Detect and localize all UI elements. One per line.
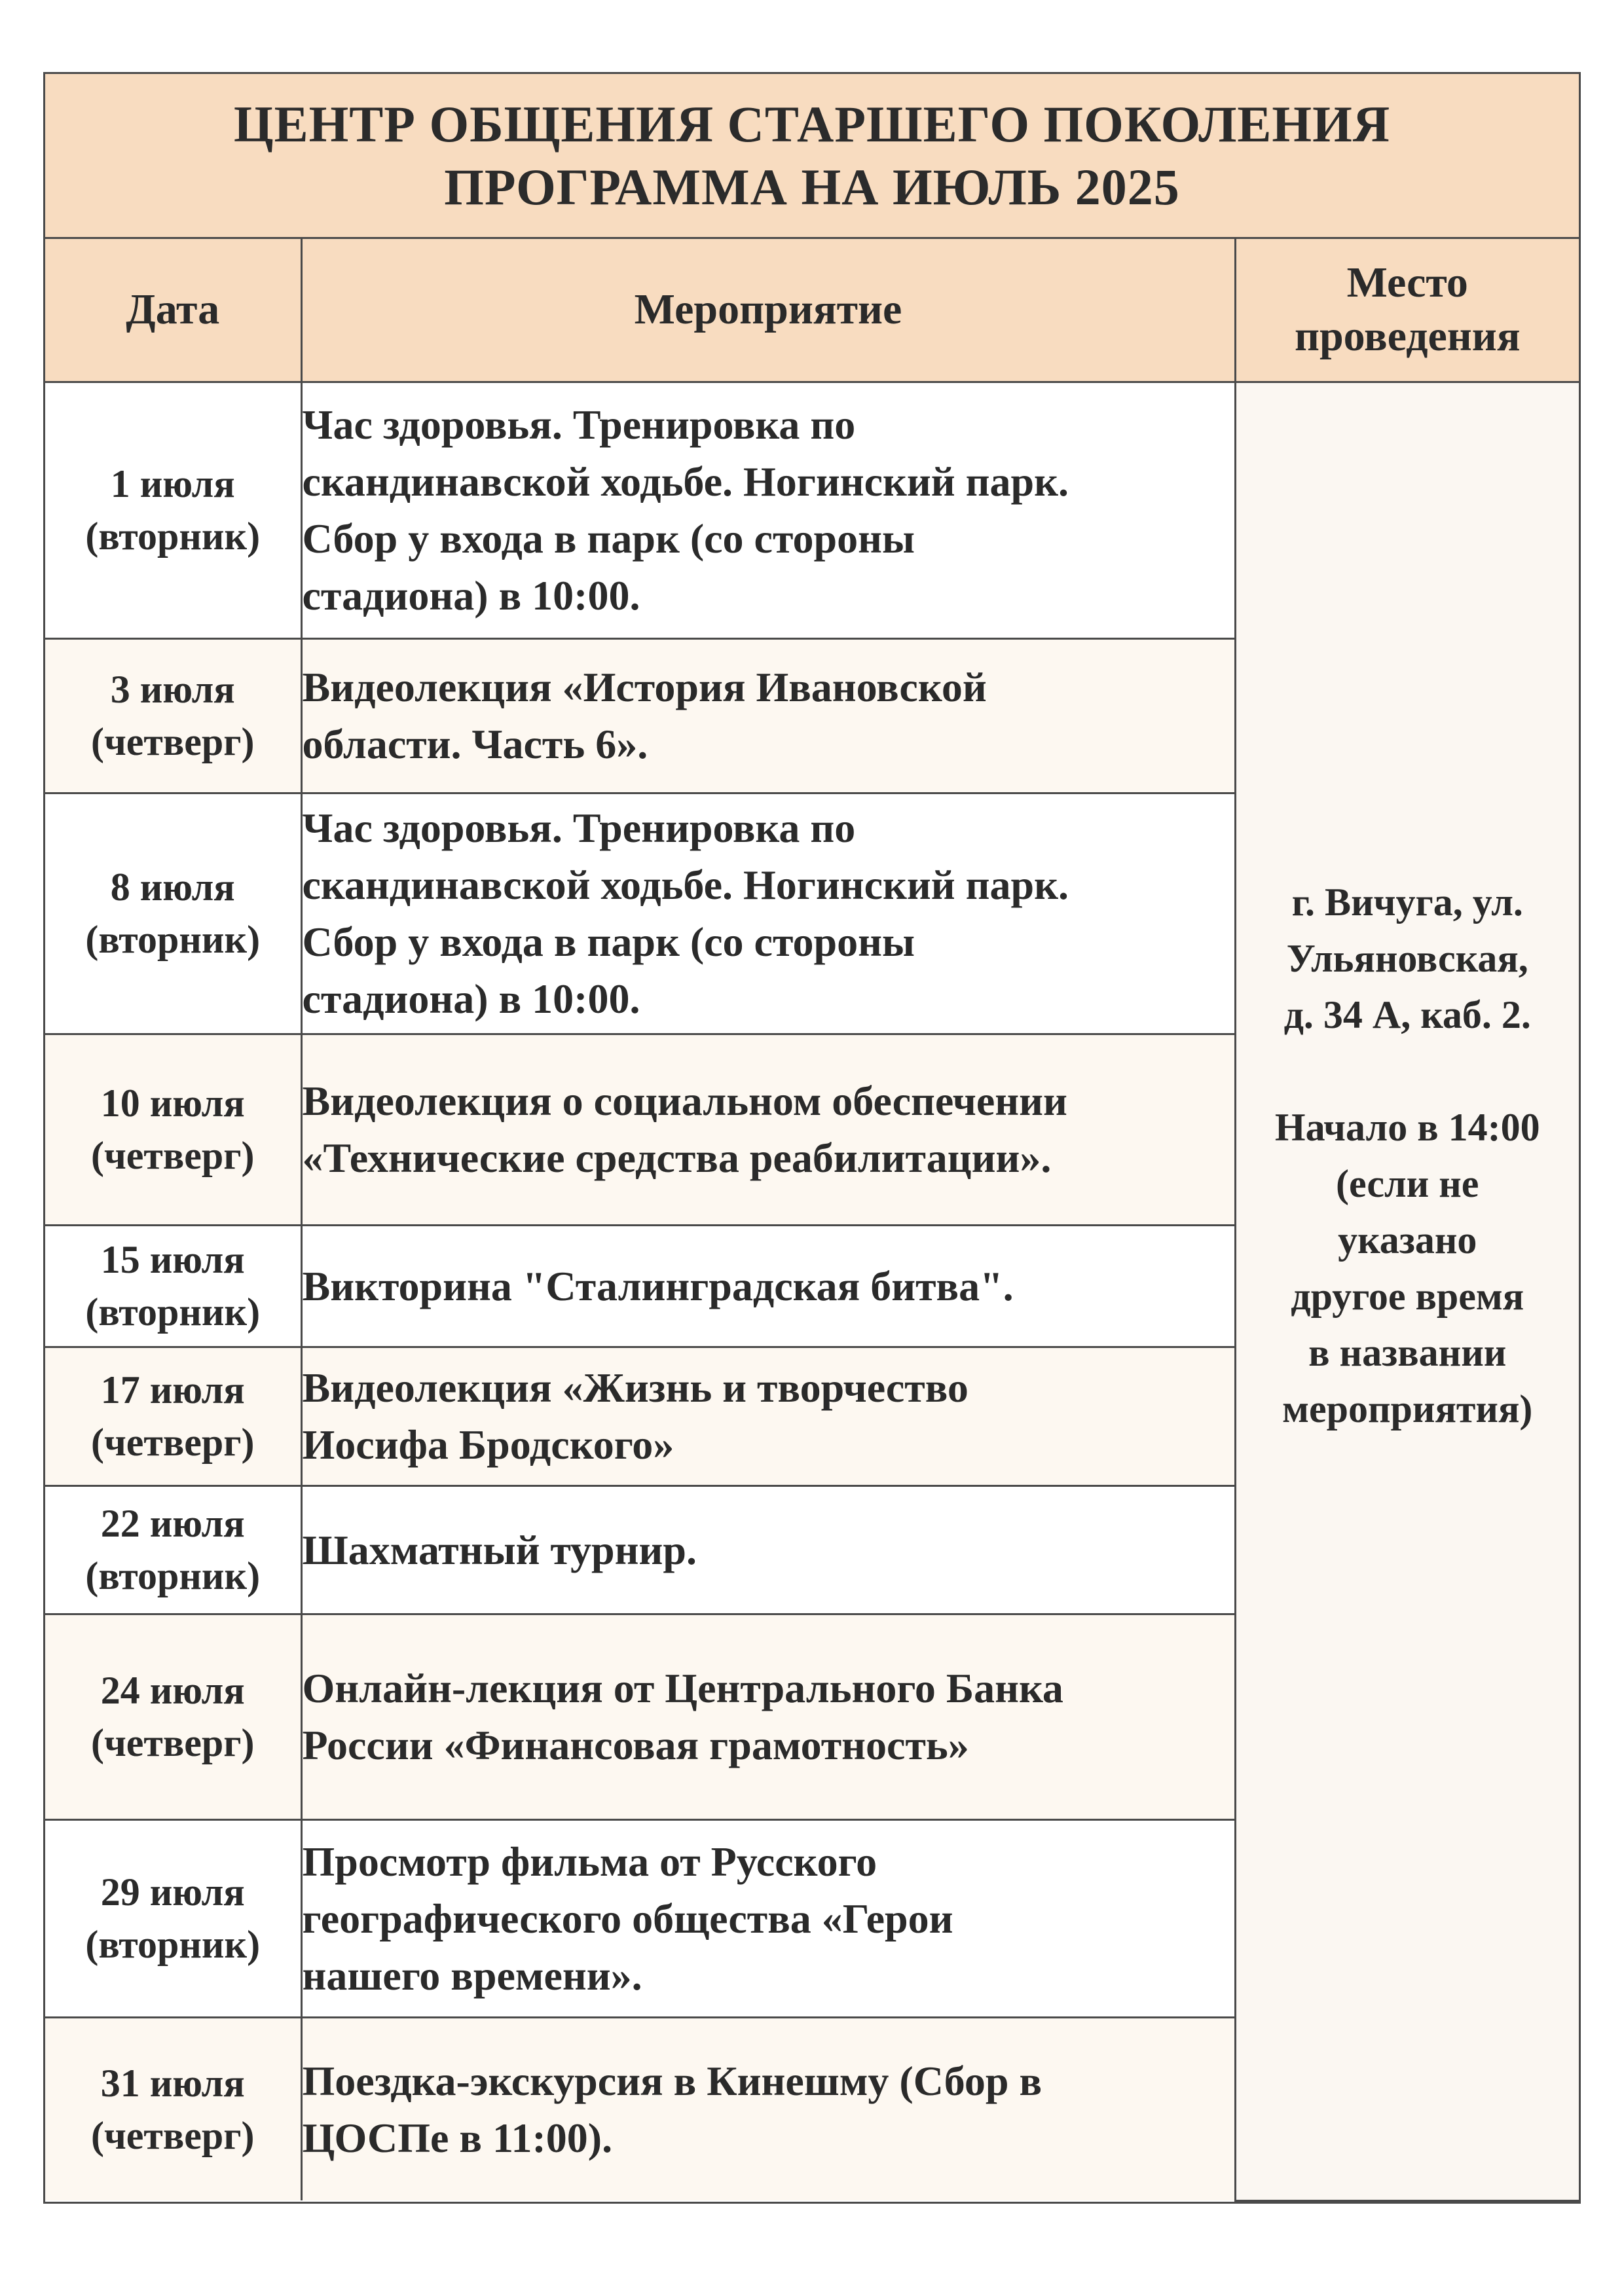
event-line: Сбор у входа в парк (со стороны xyxy=(302,515,915,562)
date-weekday: (четверг) xyxy=(90,1421,255,1464)
schedule-table xyxy=(45,239,1579,2202)
event-cell xyxy=(301,1485,1235,1614)
event-cell xyxy=(301,638,1235,793)
place-note-line: в названии xyxy=(1308,1330,1507,1374)
event-line: Иосифа Бродского» xyxy=(302,1421,674,1468)
event-line: Викторина "Сталинградская битва". xyxy=(302,1262,1014,1309)
header-date: Дата xyxy=(45,239,301,382)
place-address-line: г. Вичуга, ул. xyxy=(1291,880,1523,924)
event-line: стадиона) в 10:00. xyxy=(302,572,640,619)
date-cell xyxy=(45,1347,301,1485)
place-address-line: Ульяновская, xyxy=(1286,936,1528,980)
date-weekday: (четверг) xyxy=(90,2113,255,2157)
table-row xyxy=(45,382,1579,638)
event-line: Поездка-экскурсия в Кинешму (Сбор в xyxy=(302,2057,1043,2104)
date-weekday: (четверг) xyxy=(90,720,255,763)
title-line-2: ПРОГРАММА НА ИЮЛЬ 2025 xyxy=(444,158,1180,215)
date-cell xyxy=(45,2017,301,2200)
event-line: ЦОСПе в 11:00). xyxy=(302,2114,613,2161)
place-note-line: (если не xyxy=(1336,1161,1479,1205)
date-day: 22 июля xyxy=(100,1502,245,1545)
date-weekday: (вторник) xyxy=(85,1923,261,1966)
date-day: 3 июля xyxy=(110,668,235,711)
event-line: «Технические средства реабилитации». xyxy=(302,1135,1052,1181)
date-cell xyxy=(45,638,301,793)
event-line: Час здоровья. Тренировка по xyxy=(302,805,856,851)
date-day: 8 июля xyxy=(110,866,235,909)
event-cell xyxy=(301,1819,1235,2017)
place-note-line: другое время xyxy=(1291,1274,1524,1318)
date-day: 10 июля xyxy=(100,1082,245,1125)
date-cell xyxy=(45,1614,301,1819)
event-line: Видеолекция о социальном обеспечении xyxy=(302,1078,1067,1124)
date-weekday: (вторник) xyxy=(85,1554,261,1597)
event-line: скандинавской ходьбе. Ногинский парк. xyxy=(302,862,1069,908)
date-cell xyxy=(45,1485,301,1614)
date-day: 31 июля xyxy=(100,2061,245,2105)
event-cell xyxy=(301,793,1235,1034)
schedule-sheet xyxy=(43,72,1581,2204)
date-day: 1 июля xyxy=(110,462,235,505)
place-note-line: мероприятия) xyxy=(1282,1387,1533,1430)
event-line: стадиона) в 10:00. xyxy=(302,975,640,1022)
event-line: Видеолекция «Жизнь и творчество xyxy=(302,1364,969,1411)
header-place xyxy=(1235,239,1579,382)
event-cell xyxy=(301,1614,1235,1819)
event-line: Час здоровья. Тренировка по xyxy=(302,401,856,448)
date-weekday: (вторник) xyxy=(85,1290,261,1334)
event-line: Сбор у входа в парк (со стороны xyxy=(302,919,915,965)
date-cell xyxy=(45,1225,301,1347)
place-address-line: д. 34 А, каб. 2. xyxy=(1283,993,1531,1036)
event-line: скандинавской ходьбе. Ногинский парк. xyxy=(302,458,1069,505)
date-cell xyxy=(45,793,301,1034)
header-place-line-1: Место xyxy=(1346,259,1468,307)
title-banner xyxy=(45,74,1579,239)
event-line: области. Часть 6». xyxy=(302,721,648,767)
header-row xyxy=(45,239,1579,382)
event-cell xyxy=(301,382,1235,638)
place-cell xyxy=(1235,382,1579,2200)
event-line: Просмотр фильма от Русского xyxy=(302,1838,877,1885)
date-day: 15 июля xyxy=(100,1238,245,1281)
title-line-1: ЦЕНТР ОБЩЕНИЯ СТАРШЕГО ПОКОЛЕНИЯ xyxy=(233,95,1391,153)
header-place-line-2: проведения xyxy=(1294,312,1521,361)
event-line: Онлайн-лекция от Центрального Банка xyxy=(302,1665,1063,1711)
event-line: географического общества «Герои xyxy=(302,1895,953,1942)
date-weekday: (четверг) xyxy=(90,1134,255,1177)
event-cell xyxy=(301,1034,1235,1225)
header-event: Мероприятие xyxy=(301,239,1235,382)
date-day: 24 июля xyxy=(100,1669,245,1712)
event-cell xyxy=(301,1347,1235,1485)
event-line: Видеолекция «История Ивановской xyxy=(302,664,987,710)
event-cell xyxy=(301,2017,1235,2200)
date-day: 17 июля xyxy=(100,1368,245,1412)
date-weekday: (вторник) xyxy=(85,918,261,961)
event-line: нашего времени». xyxy=(302,1952,642,1999)
date-weekday: (вторник) xyxy=(85,515,261,558)
date-cell xyxy=(45,382,301,638)
place-note-line: указано xyxy=(1338,1218,1477,1262)
event-line: Шахматный турнир. xyxy=(302,1526,697,1573)
place-note-line: Начало в 14:00 xyxy=(1274,1105,1540,1149)
date-cell xyxy=(45,1819,301,2017)
date-weekday: (четверг) xyxy=(90,1721,255,1764)
date-cell xyxy=(45,1034,301,1225)
event-line: России «Финансовая грамотность» xyxy=(302,1722,969,1768)
date-day: 29 июля xyxy=(100,1870,245,1914)
event-cell xyxy=(301,1225,1235,1347)
